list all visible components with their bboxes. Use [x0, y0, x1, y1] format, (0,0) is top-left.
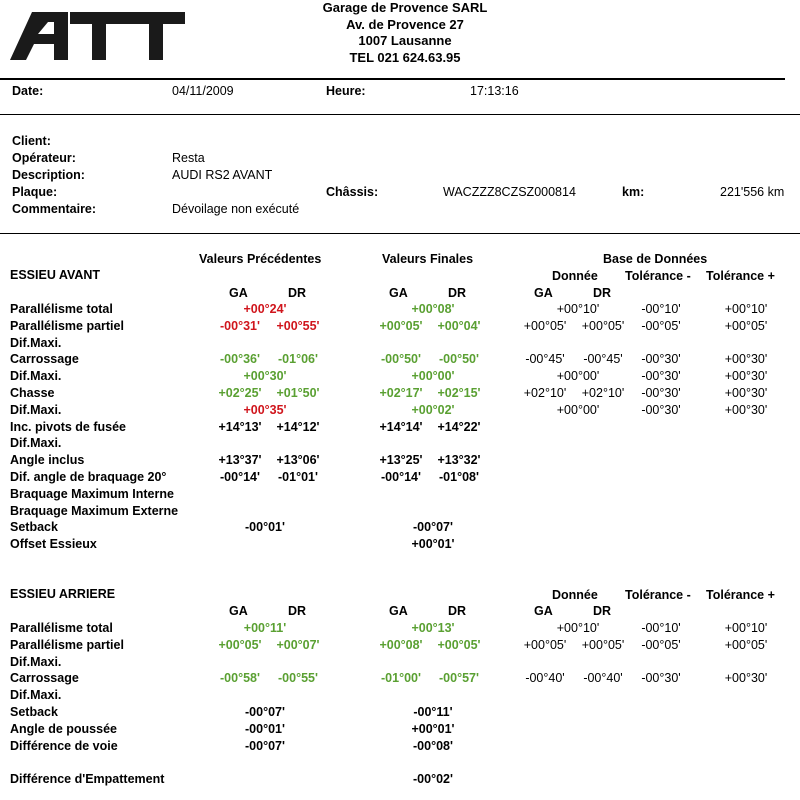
arriere-fin-ga-header: GA	[389, 604, 408, 618]
arriere-row-label: Dif.Maxi.	[10, 654, 62, 669]
km-label: km:	[622, 185, 645, 199]
avant-prev-mid-value: +00°24'	[243, 302, 287, 316]
avant-fin-dr-value: +14°22'	[437, 419, 481, 434]
heure-label: Heure:	[326, 84, 366, 98]
arriere-tol-plus-header: Tolérance +	[706, 588, 775, 602]
avant-db-dr-value: +02°10'	[581, 386, 625, 400]
arriere-fin-mid-value: -00°08'	[413, 738, 453, 753]
avant-row-label: Chasse	[10, 386, 55, 400]
arriere-db-ga-header: GA	[534, 604, 553, 618]
avant-prev-dr-value: +01°50'	[276, 386, 320, 400]
col-valeurs-precedentes: Valeurs Précédentes	[199, 252, 322, 266]
arriere-prev-mid-value: -00°01'	[245, 721, 285, 736]
avant-tol-minus-header: Tolérance -	[625, 269, 691, 283]
avant-row-label: Braquage Maximum Interne	[10, 486, 174, 501]
arriere-row-label: Setback	[10, 705, 58, 719]
arriere-tm-value: -00°05'	[641, 637, 681, 652]
arriere-fin-dr-value: -00°57'	[439, 671, 479, 686]
avant-row-label: Offset Essieux	[10, 537, 97, 552]
garage-phone: TEL 021 624.63.95	[349, 49, 461, 65]
arriere-fin-mid-value: -00°11'	[413, 705, 453, 719]
divider-date	[0, 114, 800, 115]
arriere-tp-value: +00°05'	[724, 637, 768, 652]
arriere-prev-mid-value: +00°11'	[243, 621, 287, 635]
avant-tm-value: -00°30'	[641, 352, 681, 367]
avant-prev-ga-header: GA	[229, 286, 248, 300]
arriere-prev-mid-value: -00°07'	[245, 738, 285, 753]
att-logo	[10, 8, 185, 60]
avant-tp-value: +00°30'	[724, 369, 768, 384]
arriere-row-label: Angle de poussée	[10, 721, 117, 736]
avant-fin-ga-value: +02°17'	[379, 386, 423, 400]
arriere-tp-value: +00°30'	[724, 671, 768, 686]
avant-tm-value: -00°30'	[641, 369, 681, 384]
operateur-value: Resta	[172, 151, 205, 165]
avant-row-label: Carrossage	[10, 352, 79, 367]
arriere-prev-dr-value: +00°07'	[276, 637, 320, 652]
avant-fin-mid-value: -00°07'	[413, 520, 453, 535]
plaque-label: Plaque:	[12, 185, 58, 199]
arriere-prev-dr-header: DR	[288, 604, 307, 618]
arriere-db-dr-value: +00°05'	[581, 637, 625, 652]
arriere-db-dr-header: DR	[593, 604, 612, 618]
avant-donnee-header: Donnée	[552, 269, 598, 283]
avant-prev-mid-value: +00°30'	[243, 369, 287, 384]
avant-db-mid-value: +00°00'	[556, 402, 600, 417]
avant-db-mid-value: +00°00'	[556, 369, 600, 384]
arriere-donnee-header: Donnée	[552, 588, 598, 602]
avant-prev-mid-value: +00°35'	[243, 402, 287, 417]
avant-tm-value: -00°30'	[641, 386, 681, 400]
avant-prev-dr-value: +00°55'	[276, 318, 320, 333]
arriere-fin-dr-header: DR	[448, 604, 467, 618]
empattement-fin-value: -00°02'	[413, 772, 453, 786]
avant-fin-ga-value: +00°05'	[379, 318, 423, 333]
arriere-row-label: Parallélisme total	[10, 621, 113, 635]
avant-fin-ga-value: +13°25'	[379, 453, 423, 468]
arriere-tp-value: +00°10'	[724, 621, 768, 635]
arriere-row-label: Dif.Maxi.	[10, 688, 62, 703]
avant-fin-mid-value: +00°08'	[411, 302, 455, 316]
avant-row-label: Dif. angle de braquage 20°	[10, 470, 167, 484]
arriere-tol-minus-header: Tolérance -	[625, 588, 691, 602]
commentaire-label: Commentaire:	[12, 202, 97, 216]
arriere-db-ga-value: -00°40'	[525, 671, 565, 686]
arriere-fin-ga-value: -01°00'	[381, 671, 421, 686]
avant-db-dr-value: -00°45'	[583, 352, 623, 367]
chassis-label: Châssis:	[326, 185, 379, 199]
client-label: Client:	[12, 134, 51, 148]
avant-fin-dr-value: +13°32'	[437, 453, 481, 468]
avant-db-dr-header: DR	[593, 286, 612, 300]
km-value: 221'556 km	[720, 185, 785, 199]
avant-fin-ga-value: +14°14'	[379, 419, 423, 434]
avant-prev-dr-value: -01°06'	[278, 352, 318, 367]
essieu-avant-title: ESSIEU AVANT	[10, 268, 101, 282]
avant-prev-ga-value: -00°36'	[220, 352, 260, 367]
avant-fin-dr-value: +00°04'	[437, 318, 481, 333]
arriere-db-mid-value: +00°10'	[556, 621, 600, 635]
avant-prev-dr-value: -01°01'	[278, 470, 318, 484]
avant-row-label: Dif.Maxi.	[10, 335, 62, 350]
avant-tp-value: +00°30'	[724, 386, 768, 400]
avant-tm-value: -00°10'	[641, 302, 681, 316]
avant-fin-ga-value: -00°14'	[381, 470, 421, 484]
avant-row-label: Dif.Maxi.	[10, 402, 62, 417]
avant-prev-ga-value: -00°14'	[220, 470, 260, 484]
avant-db-ga-value: -00°45'	[525, 352, 565, 367]
description-value: AUDI RS2 AVANT	[172, 168, 273, 182]
arriere-db-ga-value: +00°05'	[523, 637, 567, 652]
operateur-label: Opérateur:	[12, 151, 76, 165]
empattement-label: Différence d'Empattement	[10, 772, 165, 786]
avant-fin-mid-value: +00°00'	[411, 369, 455, 384]
arriere-prev-ga-header: GA	[229, 604, 248, 618]
avant-prev-ga-value: +14°13'	[218, 419, 262, 434]
date-label: Date:	[12, 84, 44, 98]
avant-row-label: Parallélisme partiel	[10, 318, 124, 333]
avant-fin-mid-value: +00°01'	[411, 537, 455, 552]
avant-row-label: Parallélisme total	[10, 302, 113, 316]
avant-db-ga-value: +02°10'	[523, 386, 567, 400]
arriere-prev-mid-value: -00°07'	[245, 705, 285, 719]
garage-city: 1007 Lausanne	[358, 33, 452, 48]
avant-db-ga-value: +00°05'	[523, 318, 567, 333]
arriere-prev-dr-value: -00°55'	[278, 671, 318, 686]
avant-prev-mid-value: -00°01'	[245, 520, 285, 535]
avant-prev-dr-value: +13°06'	[276, 453, 320, 468]
arriere-row-label: Parallélisme partiel	[10, 637, 124, 652]
avant-tm-value: -00°05'	[641, 318, 681, 333]
avant-row-label: Angle inclus	[10, 453, 85, 468]
avant-fin-dr-value: -00°50'	[439, 352, 479, 367]
arriere-prev-ga-value: -00°58'	[220, 671, 260, 686]
arriere-fin-dr-value: +00°05'	[437, 637, 481, 652]
avant-tp-value: +00°30'	[724, 352, 768, 367]
avant-fin-dr-value: +02°15'	[437, 386, 481, 400]
avant-db-mid-value: +00°10'	[556, 302, 600, 316]
date-value: 04/11/2009	[172, 84, 234, 98]
avant-tp-value: +00°05'	[724, 318, 768, 333]
avant-tp-value: +00°10'	[724, 302, 768, 316]
avant-tm-value: -00°30'	[641, 402, 681, 417]
avant-fin-dr-header: DR	[448, 286, 467, 300]
arriere-fin-mid-value: +00°01'	[411, 721, 455, 736]
chassis-value: WACZZZ8CZSZ000814	[443, 185, 576, 199]
arriere-tm-value: -00°10'	[641, 621, 681, 635]
essieu-arriere-title: ESSIEU ARRIERE	[10, 587, 116, 601]
avant-row-label: Braquage Maximum Externe	[10, 503, 179, 518]
avant-prev-ga-value: +13°37'	[218, 453, 262, 468]
avant-tp-value: +00°30'	[724, 402, 768, 417]
description-label: Description:	[12, 168, 85, 182]
avant-db-ga-header: GA	[534, 286, 553, 300]
garage-name: Garage de Provence SARL	[322, 0, 488, 15]
arriere-fin-ga-value: +00°08'	[379, 637, 423, 652]
garage-address	[255, 0, 555, 66]
avant-row-label: Dif.Maxi.	[10, 369, 62, 384]
divider-top	[0, 78, 785, 80]
col-valeurs-finales: Valeurs Finales	[382, 252, 474, 266]
arriere-row-label: Carrossage	[10, 671, 79, 686]
avant-prev-dr-value: +14°12'	[276, 419, 320, 434]
avant-fin-ga-header: GA	[389, 286, 408, 300]
avant-db-dr-value: +00°05'	[581, 318, 625, 333]
arriere-db-dr-value: -00°40'	[583, 671, 623, 686]
heure-value: 17:13:16	[470, 84, 519, 98]
avant-row-label: Dif.Maxi.	[10, 436, 62, 451]
avant-row-label: Inc. pivots de fusée	[10, 419, 127, 434]
avant-fin-dr-value: -01°08'	[439, 470, 479, 484]
avant-fin-mid-value: +00°02'	[411, 402, 455, 417]
col-base-donnees: Base de Données	[603, 252, 708, 266]
arriere-prev-ga-value: +00°05'	[218, 637, 262, 652]
arriere-tm-value: -00°30'	[641, 671, 681, 686]
avant-prev-dr-header: DR	[288, 286, 307, 300]
garage-street: Av. de Provence 27	[346, 16, 464, 32]
divider-info	[0, 233, 800, 234]
avant-fin-ga-value: -00°50'	[381, 352, 421, 367]
avant-prev-ga-value: -00°31'	[220, 318, 260, 333]
arriere-row-label: Différence de voie	[10, 738, 118, 753]
avant-tol-plus-header: Tolérance +	[706, 269, 775, 283]
commentaire-value: Dévoilage non exécuté	[172, 202, 300, 216]
avant-prev-ga-value: +02°25'	[218, 386, 262, 400]
avant-row-label: Setback	[10, 520, 58, 535]
arriere-fin-mid-value: +00°13'	[411, 621, 455, 635]
